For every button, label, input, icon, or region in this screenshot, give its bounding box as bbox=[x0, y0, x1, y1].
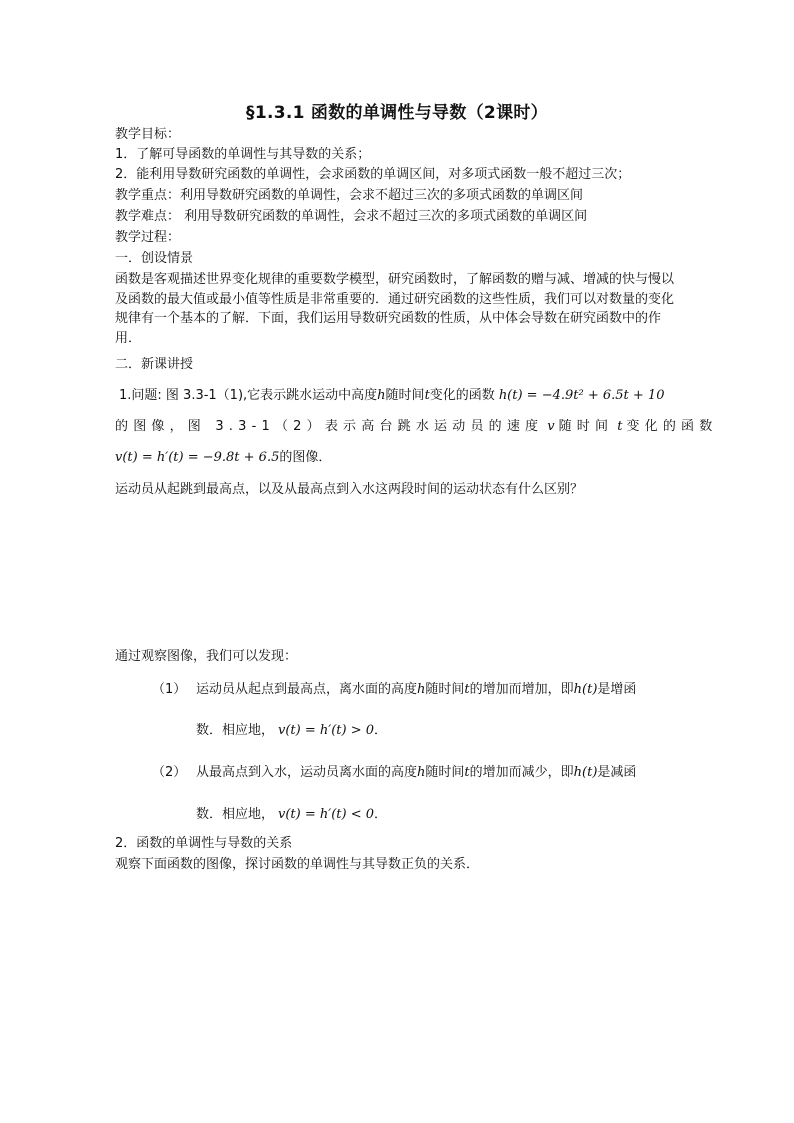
difficulties: 教学难点： 利用导数研究函数的单调性，会求不超过三次的多项式函数的单调区间 bbox=[115, 209, 588, 224]
formula-h: h(t) = −4.9t² + 6.5t + 10 bbox=[498, 388, 665, 403]
formula-v: v(t) = h′(t) = −9.8t + 6.5 bbox=[115, 450, 280, 465]
obs1-text-c: 的增加而增加，即 bbox=[469, 682, 574, 697]
problem-line-2 bbox=[115, 417, 717, 436]
problem-prefix: 1.问题: 图 3.3-1（1),它表示跳水运动中高度 bbox=[119, 388, 378, 403]
obs2-text-d: 是减函 bbox=[597, 765, 637, 780]
problem-h: h bbox=[377, 388, 386, 403]
objectives-heading: 教学目标： bbox=[115, 127, 181, 142]
problem-line-2c: 变化的函数 bbox=[626, 419, 718, 434]
obs1-text-a: 运动员从起点到最高点，离水面的高度 bbox=[196, 682, 418, 697]
obs1-line-2-end: ． bbox=[374, 723, 388, 738]
obs1-text-d: 是增函 bbox=[597, 682, 637, 697]
key-points: 教学重点：利用导数研究函数的单调性，会求不超过三次的多项式函数的单调区间 bbox=[115, 188, 584, 203]
obs2-ht: h(t) bbox=[573, 765, 598, 780]
obs2-text-a: 从最高点到入水，运动员离水面的高度 bbox=[196, 765, 418, 780]
obs2-text-b: 随时间 bbox=[425, 765, 465, 780]
problem-line-3 bbox=[115, 448, 331, 467]
objective-2: 2．能利用导数研究函数的单调性，会求函数的单调区间，对多项式函数一般不超过三次； bbox=[115, 167, 631, 182]
problem-mid2: 变化的函数 bbox=[429, 388, 495, 403]
question: 运动员从起跳到最高点，以及从最高点到入水这两段时间的运动状态有什么区别？ bbox=[115, 482, 584, 497]
obs1-text-b: 随时间 bbox=[425, 682, 465, 697]
obs1-t: t bbox=[464, 682, 470, 697]
problem-line-2b: 随时间 bbox=[558, 419, 614, 434]
obs1-h: h bbox=[417, 682, 426, 697]
page-title: §1.3.1 函数的单调性与导数（2课时） bbox=[246, 103, 548, 123]
objective-1: 1．了解可导函数的单调性与其导数的关系； bbox=[115, 147, 371, 162]
section-2-item-2-text: 观察下面函数的图像，探讨函数的单调性与其导数正负的关系． bbox=[115, 857, 480, 872]
obs1-ht: h(t) bbox=[573, 682, 598, 697]
obs1-line-1 bbox=[196, 678, 636, 697]
obs1-line-2-text: 数．相应地， bbox=[196, 723, 275, 738]
process-heading: 教学过程： bbox=[115, 230, 181, 245]
problem-line-2-t: t bbox=[617, 419, 623, 434]
problem-t: t bbox=[424, 388, 430, 403]
obs2-line-2-end: ． bbox=[374, 807, 388, 822]
obs2-text-c: 的增加而减少，即 bbox=[469, 765, 574, 780]
problem-line-1 bbox=[119, 386, 664, 405]
obs2-number: （2） bbox=[152, 765, 187, 780]
obs2-line-2-text: 数．相应地， bbox=[196, 807, 275, 822]
obs1-formula: v(t) = h′(t) > 0 bbox=[278, 723, 375, 738]
obs2-h: h bbox=[417, 765, 426, 780]
problem-v: v bbox=[547, 419, 555, 434]
obs1-number: （1） bbox=[152, 682, 187, 697]
obs1-line-2 bbox=[196, 719, 387, 738]
section-1-paragraph: 函数是客观描述世界变化规律的重要数学模型，研究函数时，了解函数的赠与减、增减的快与慢以及函数的最大值或最小值等性质是非常重要的．通过研究函数的这些性质，我们可以对数量的变化规律有一个基本的了解．下面，我们运用导数研究函数的性质，从中体会导数在研究函数中的作用． bbox=[115, 272, 675, 346]
obs2-line-1 bbox=[196, 761, 636, 780]
problem-mid: 随时间 bbox=[385, 388, 425, 403]
problem-line-2a: 的图像，图 3.3-1（2）表示高台跳水运动员的速度 bbox=[115, 419, 544, 434]
section-2-heading: 二．新课讲授 bbox=[115, 357, 194, 372]
section-1-heading: 一．创设情景 bbox=[115, 251, 194, 266]
obs2-formula: v(t) = h′(t) < 0 bbox=[278, 807, 375, 822]
obs2-line-2 bbox=[196, 803, 387, 822]
section-2-item-2: 2．函数的单调性与导数的关系 bbox=[115, 836, 293, 851]
observe-intro: 通过观察图像，我们可以发现： bbox=[115, 649, 298, 664]
problem-line-3-suffix: 的图像． bbox=[279, 450, 332, 465]
obs2-t: t bbox=[464, 765, 470, 780]
